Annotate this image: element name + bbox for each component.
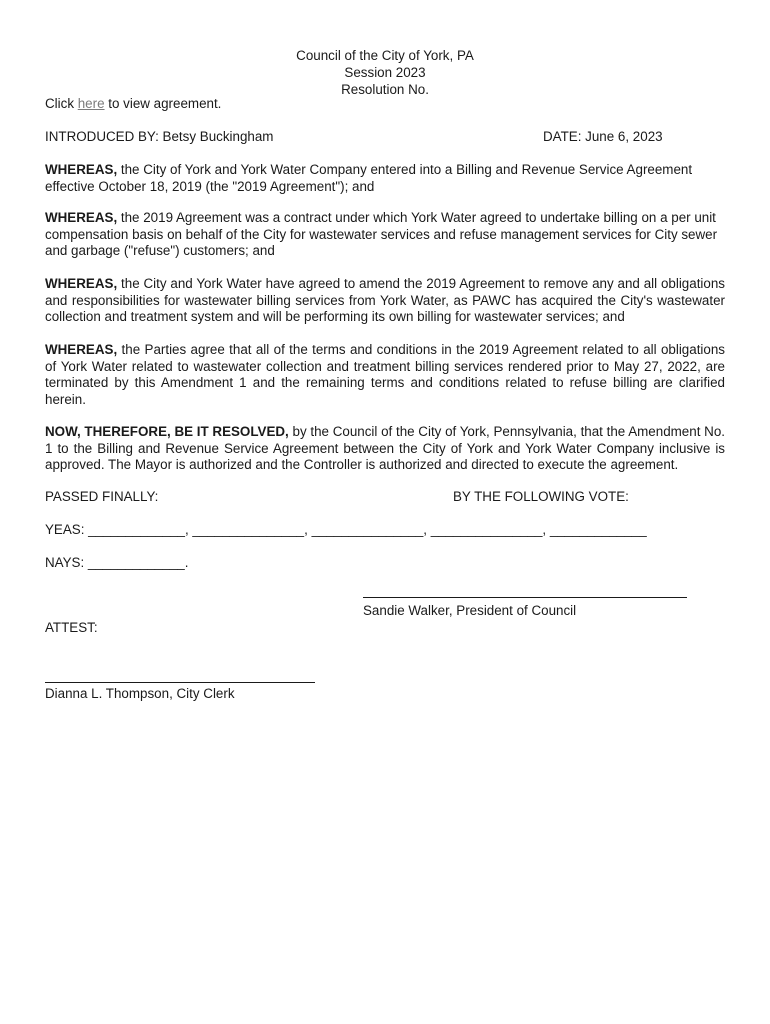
president-signatory: Sandie Walker, President of Council xyxy=(363,603,577,618)
nays-line: NAYS: _____________. xyxy=(45,555,189,570)
attest-label: ATTEST: xyxy=(45,620,98,635)
introduced-by: INTRODUCED BY: Betsy Buckingham xyxy=(45,129,274,144)
click-suffix: to view agreement. xyxy=(104,96,222,111)
resolution-date: DATE: June 6, 2023 xyxy=(543,129,663,144)
paragraph-lead: WHEREAS, xyxy=(45,342,118,357)
header-council: Council of the City of York, PA xyxy=(296,48,474,63)
resolved-paragraph xyxy=(45,424,725,474)
paragraph-text: the City and York Water have agreed to amend the 2019 Agreement to remove any and all obligations and responsibilities for wastewater billing services from York Water, as PAWC has acquired the City's wastewater collection and treatment system and will be performing its own billing for wastewater services; and xyxy=(45,276,725,324)
paragraph-lead: NOW, THEREFORE, BE IT RESOLVED, xyxy=(45,424,289,439)
yeas-line: YEAS: _____________, _______________, _______________, _______________, _____________ xyxy=(45,522,647,537)
view-agreement-link[interactable]: here xyxy=(77,96,105,111)
header-resolution-number: Resolution No. xyxy=(341,82,429,97)
vote-label: BY THE FOLLOWING VOTE: xyxy=(453,489,629,504)
whereas-paragraph-4 xyxy=(45,342,725,408)
president-signature-line xyxy=(363,597,687,598)
whereas-paragraph-3 xyxy=(45,276,725,326)
paragraph-lead: WHEREAS, xyxy=(45,162,118,177)
clerk-signature-line xyxy=(45,682,315,683)
header-session: Session 2023 xyxy=(344,65,426,80)
view-agreement-line xyxy=(45,96,221,111)
paragraph-text: the 2019 Agreement was a contract under which York Water agreed to undertake billing on a per unit compensation basis on behalf of the City for wastewater services and refuse management services for City sewer and garbage ("refuse") customers; and xyxy=(45,210,718,258)
paragraph-text: by the Council of the City of York, Pennsylvania, that the Amendment No. 1 to the Billing and Revenue Service Agreement between the City of York and York Water Company inclusive is approved. The Mayor is authorized and the Controller is authorized and directed to execute the agreement. xyxy=(45,424,725,472)
passed-finally-label: PASSED FINALLY: xyxy=(45,489,159,504)
document-header xyxy=(0,47,770,98)
paragraph-lead: WHEREAS, xyxy=(45,276,118,291)
clerk-signatory: Dianna L. Thompson, City Clerk xyxy=(45,686,235,701)
paragraph-lead: WHEREAS, xyxy=(45,210,118,225)
paragraph-text: the Parties agree that all of the terms and conditions in the 2019 Agreement related to all obligations of York Water related to wastewater collection and treatment billing services rendered prior to May 27, 2022, are terminated by this Amendment 1 and the remaining terms and conditions related to refuse billing are clarified herein. xyxy=(45,342,725,407)
click-prefix: Click xyxy=(45,96,78,111)
whereas-paragraph-1 xyxy=(45,162,725,195)
paragraph-text: the City of York and York Water Company entered into a Billing and Revenue Service Agreement effective October 18, 2019 (the "2019 Agreement"); and xyxy=(45,162,693,194)
whereas-paragraph-2 xyxy=(45,210,725,260)
